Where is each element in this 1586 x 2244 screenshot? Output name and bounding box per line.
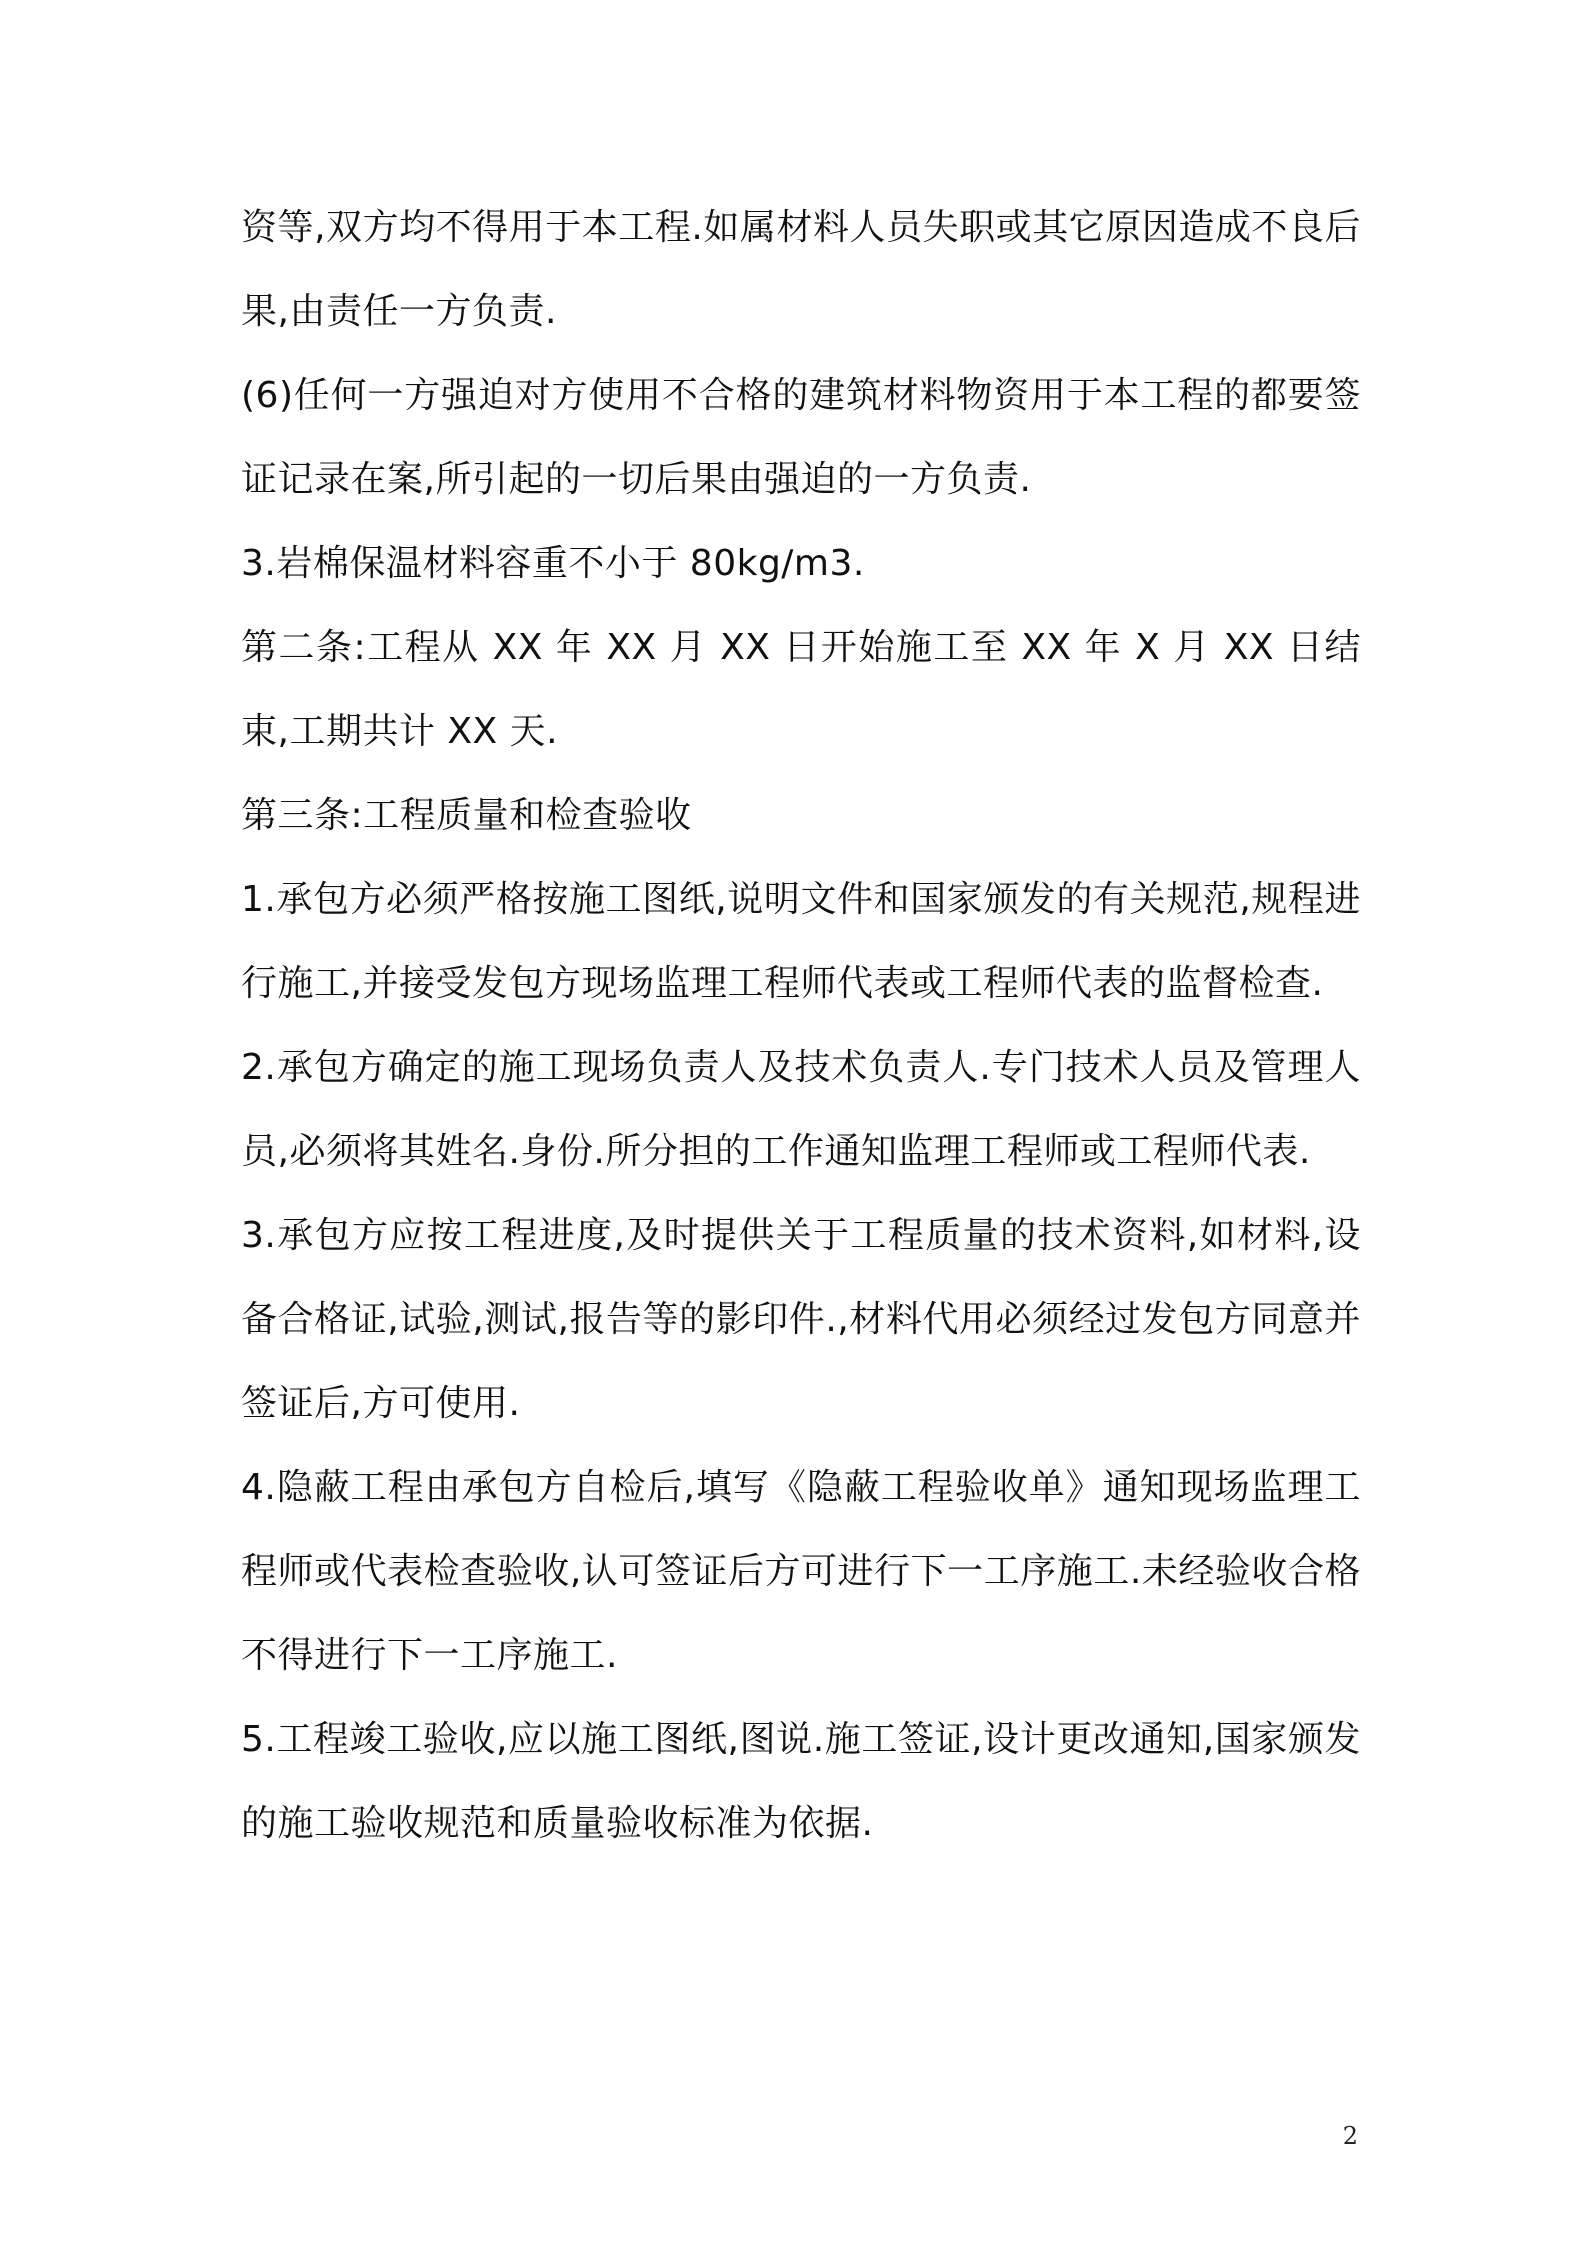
- paragraph-quality-item-2: 2.承包方确定的施工现场负责人及技术负责人.专门技术人员及管理人员,必须将其姓名.身份.所分担的工作通知监理工程师或工程师代表.: [241, 1047, 1361, 1172]
- paragraph-article-three-heading: 第三条:工程质量和检查验收: [241, 795, 692, 836]
- paragraph-quality-item-1: 1.承包方必须严格按施工图纸,说明文件和国家颁发的有关规范,规程进行施工,并接受发包方现场监理工程师代表或工程师代表的监督检查.: [241, 879, 1361, 1004]
- paragraph-quality-item-5: 5.工程竣工验收,应以施工图纸,图说.施工签证,设计更改通知,国家颁发的施工验收规范和质量验收标准为依据.: [241, 1719, 1361, 1844]
- paragraph-quality-item-3: 3.承包方应按工程进度,及时提供关于工程质量的技术资料,如材料,设备合格证,试验,测试,报告等的影印件.,材料代用必须经过发包方同意并签证后,方可使用.: [241, 1215, 1361, 1424]
- paragraph-rock-wool-density: 3.岩棉保温材料容重不小于 80kg/m3.: [241, 543, 865, 584]
- paragraph-quality-item-4: 4.隐蔽工程由承包方自检后,填写《隐蔽工程验收单》通知现场监理工程师或代表检查验收,认可签证后方可进行下一工序施工.未经验收合格不得进行下一工序施工.: [241, 1467, 1361, 1676]
- paragraph-material-liability: 资等,双方均不得用于本工程.如属材料人员失职或其它原因造成不良后果,由责任一方负责.: [241, 207, 1361, 332]
- paragraph-article-two-schedule: 第二条:工程从 XX 年 XX 月 XX 日开始施工至 XX 年 X 月 XX 日结束,工期共计 XX 天.: [241, 627, 1361, 752]
- paragraph-forced-use-clause: (6)任何一方强迫对方使用不合格的建筑材料物资用于本工程的都要签证记录在案,所引起的一切后果由强迫的一方负责.: [241, 375, 1361, 500]
- page-number: 2: [1342, 2122, 1358, 2150]
- document-body: [241, 186, 1361, 1866]
